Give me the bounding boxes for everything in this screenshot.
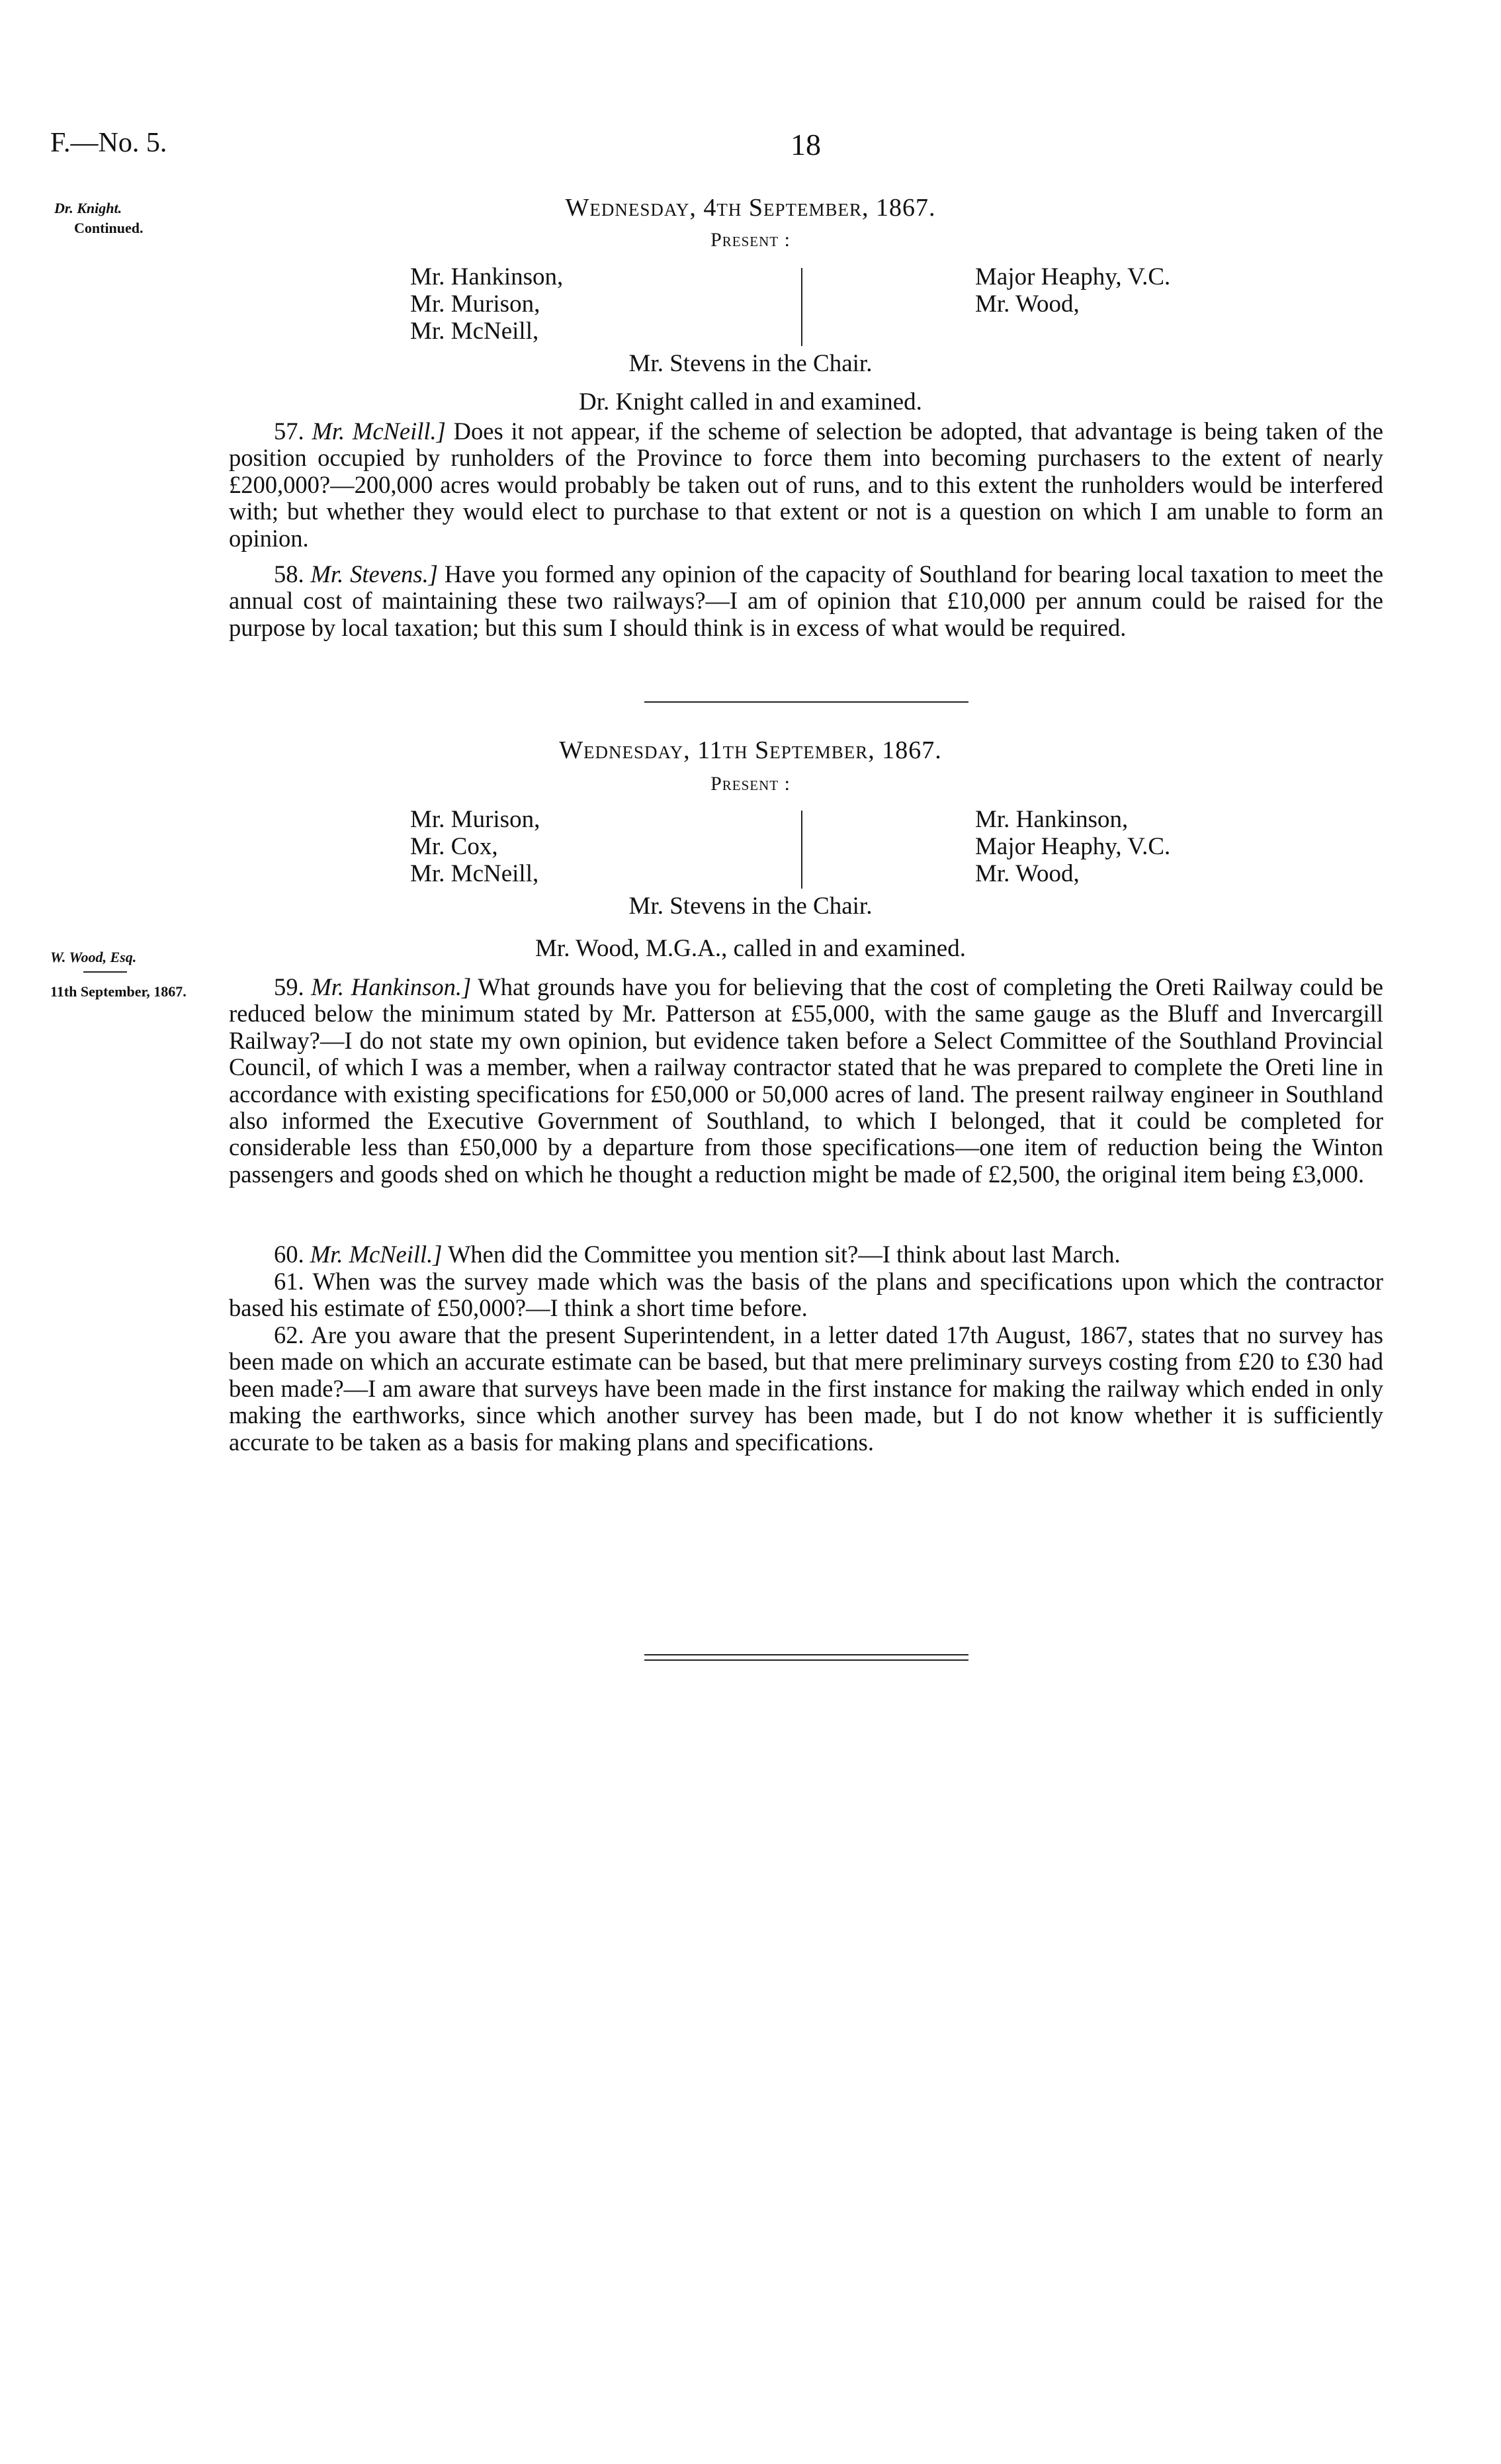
witness-called-line: Mr. Wood, M.G.A., called in and examined. [535,935,966,962]
member-name: Mr. Hankinson, [975,806,1129,833]
session-heading-4-september: Wednesday, 4th September, 1867. [565,194,936,222]
margin-witness-name: Dr. Knight. [54,200,122,216]
section-divider [644,701,968,703]
question-number: 60. [274,1241,304,1268]
member-name: Mr. Murison, [410,290,540,318]
member-name: Mr. Hankinson, [410,263,564,290]
question-paragraph-59 [229,974,1383,1188]
member-name: Major Heaphy, V.C. [975,263,1171,290]
question-text: What grounds have you for believing that the cost of completing the Oreti Railway could be reduced below the minimum stated by Mr. Patterson at £55,000, with the same gauge as the Bluff and Invercargill Railway?—I do not state my own opinion, but evidence taken before a Select Committee of the Southland Provincial Council, of which I was a member, when a railway contractor stated that he was prepared to complete the Oreti line in accordance with existing specifications for £50,000 or 50,000 acres of land. The present railway engineer in Southland also informed the Executive Government of Southland, to which I belonged, that it could be completed for considerable less than £50,000 by a departure from those specifications—one item of reduction being the Winton passengers and goods shed on which he thought a reduction might be made of £2,500, the original item being £3,000. [229,973,1383,1188]
member-name: Mr. Wood, [975,290,1080,318]
question-number: 58. [274,560,304,588]
present-label: Present : [710,229,791,251]
session-heading-11-september: Wednesday, 11th September, 1867. [559,736,942,764]
chair-line: Mr. Stevens in the Chair. [628,893,873,920]
member-name: Mr. Wood, [975,860,1080,887]
questioner-name: Mr. McNeill.] [312,418,446,445]
questioner-name: Mr. Stevens.] [310,560,438,588]
witness-called-line: Dr. Knight called in and examined. [579,388,922,416]
margin-continued-label: Continued. [74,220,144,236]
questioner-name: Mr. McNeill.] [310,1241,443,1268]
question-text: Does it not appear, if the scheme of selection be adopted, that advantage is being taken of the position occupied by runholders of the Province to force them into becoming purchasers to the extent of nearly £200,000?—200,000 acres would probably be taken out of runs, and to this extent the runholders would be interfered with; but whether they would elect to purchase to that extent or not is a question on which I am unable to form an opinion. [229,418,1384,552]
question-number: 57. [274,418,304,445]
question-paragraph-60 [229,1241,1383,1268]
question-paragraph-61 [229,1268,1383,1322]
question-number: 59. [274,973,304,1000]
document-reference: F.—No. 5. [50,128,167,158]
members-present-left [410,263,563,345]
question-number: 61. [274,1268,304,1295]
member-name: Mr. McNeill, [410,318,539,345]
question-text: Have you formed any opinion of the capacity of Southland for bearing local taxation to meet the annual cost of maintaining these two railways?—I am of opinion that £10,000 per annum could be raised for the purpose by local taxation; but this sum I should think is in excess of what would be required. [229,560,1384,641]
present-label: Present : [710,773,791,795]
closing-rule-bottom [644,1659,968,1661]
margin-witness-name: W. Wood, Esq. [50,949,137,965]
margin-note-date: 11th September, 1867. [50,983,187,1000]
members-present-right [975,806,1170,887]
column-divider [801,811,802,889]
question-number: 62. [274,1321,304,1348]
question-text: Are you aware that the present Superintendent, in a letter dated 17th August, 1867, states that no survey has been made on which an accurate estimate can be based, but that mere preliminary surveys costing from £20 to £30 had been made?—I am aware that surveys have been made in the first instance for making the railway which ended in only making the earthworks, since which another survey has been made, but I do not know whether it is sufficiently accurate to be taken as a basis for making plans and specifications. [229,1321,1383,1456]
closing-rule-top [644,1654,968,1655]
member-name: Major Heaphy, V.C. [975,833,1171,860]
questioner-name: Mr. Hankinson.] [311,973,472,1000]
member-name: Mr. Cox, [410,833,498,860]
question-paragraph-58 [229,561,1383,641]
question-text: When was the survey made which was the basis of the plans and specifications upon which the contractor based his estimate of £50,000?—I think a short time before. [229,1268,1383,1322]
question-paragraph-57 [229,418,1383,552]
member-name: Mr. McNeill, [410,860,539,887]
question-paragraph-62 [229,1322,1383,1456]
members-present-right [975,263,1170,318]
chair-line: Mr. Stevens in the Chair. [628,350,873,377]
members-present-left [410,806,540,887]
margin-divider [83,971,127,973]
column-divider [801,268,802,346]
page-number: 18 [791,128,821,161]
question-text: When did the Committee you mention sit?—I think about last March. [447,1241,1121,1268]
member-name: Mr. Murison, [410,806,540,833]
